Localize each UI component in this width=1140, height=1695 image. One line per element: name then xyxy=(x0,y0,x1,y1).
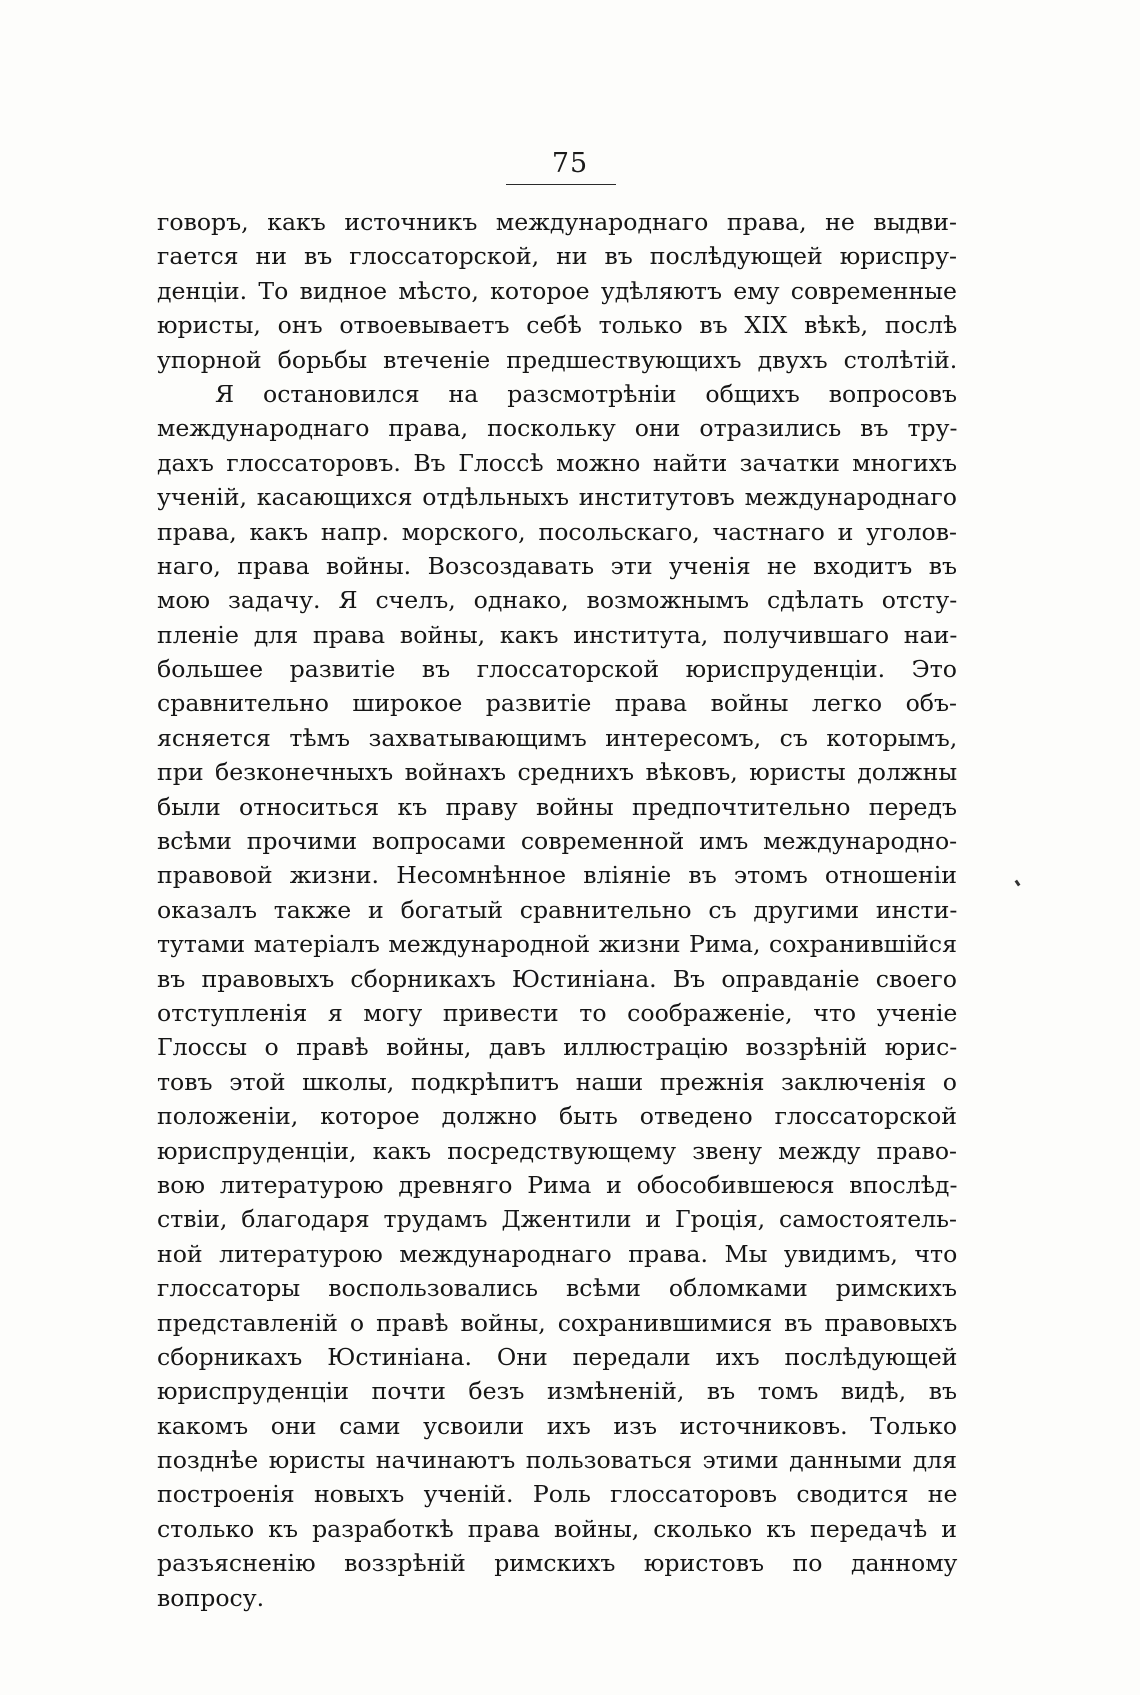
page-number: 75 xyxy=(551,148,589,179)
text-line: глоссаторы воспользовались всѣми обломками римскихъ xyxy=(157,1274,957,1303)
text-line: наго, права войны. Возсоздавать эти ученія не входитъ въ xyxy=(157,551,957,580)
text-line: дахъ глоссаторовъ. Въ Глоссѣ можно найти зачатки многихъ xyxy=(157,448,957,477)
text-line: вою литературою древняго Рима и обособившеюся впослѣд- xyxy=(157,1170,958,1199)
text-line: тутами матеріалъ международной жизни Рима, сохранившійся xyxy=(157,930,957,959)
margin-speck xyxy=(1015,880,1021,887)
text-line: говоръ, какъ источникъ международнаго права, не выдви- xyxy=(157,208,957,236)
text-line: денціи. То видное мѣсто, которое удѣляютъ ему современные xyxy=(157,276,957,305)
text-line: Глоссы о правѣ войны, давъ иллюстрацію воззрѣній юрис- xyxy=(157,1033,958,1062)
text-line: юристы, онъ отвоевываетъ себѣ только въ XIX вѣкѣ, послѣ xyxy=(157,311,958,340)
text-line: пленіе для права войны, какъ института, получившаго наи- xyxy=(157,620,958,649)
text-line: товъ этой школы, подкрѣпитъ наши прежнія заключенія о xyxy=(157,1067,957,1096)
text-line: международнаго права, поскольку они отразились въ тру- xyxy=(157,414,958,443)
text-line: ученій, касающихся отдѣльныхъ институтовъ международнаго xyxy=(157,483,957,512)
text-line: упорной борьбы втеченіе предшествующихъ двухъ столѣтій. xyxy=(157,345,958,374)
body-text xyxy=(157,205,957,1615)
text-line: въ правовыхъ сборникахъ Юстиніана. Въ оправданіе своего xyxy=(157,964,957,993)
text-line: правовой жизни. Несомнѣнное вліяніе въ этомъ отношеніи xyxy=(157,861,957,890)
text-line: отступленія я могу привести то соображеніе, что ученіе xyxy=(157,998,958,1027)
paragraph-last-line: вопросу. xyxy=(157,1583,265,1612)
text-line: столько къ разработкѣ права войны, сколько къ передачѣ и xyxy=(157,1514,957,1543)
text-line: ной литературою международнаго права. Мы увидимъ, что xyxy=(157,1239,958,1268)
text-line: права, какъ напр. морского, посольскаго, частнаго и уголов- xyxy=(157,517,958,546)
text-line: большее развитіе въ глоссаторской юриспруденціи. Это xyxy=(157,655,957,684)
text-line: были относиться къ праву войны предпочтительно передъ xyxy=(157,792,958,821)
text-line: ясняется тѣмъ захватывающимъ интересомъ, съ которымъ, xyxy=(157,723,958,752)
text-line: всѣми прочими вопросами современной имъ международно- xyxy=(157,827,958,856)
text-line: ствіи, благодаря трудамъ Джентили и Гроція, самостоятель- xyxy=(157,1205,957,1234)
text-line: положеніи, которое должно быть отведено глоссаторской xyxy=(157,1102,957,1131)
page-number-rule xyxy=(506,184,616,185)
text-line: юриспруденціи, какъ посредствующему звену между право- xyxy=(157,1136,957,1165)
text-line: при безконечныхъ войнахъ среднихъ вѣковъ, юристы должны xyxy=(157,758,958,787)
text-line: позднѣе юристы начинаютъ пользоваться этими данными для xyxy=(157,1446,957,1475)
text-line: построенія новыхъ ученій. Роль глоссаторовъ сводится не xyxy=(157,1480,958,1509)
text-line: оказалъ также и богатый сравнительно съ другими инсти- xyxy=(157,895,958,924)
text-line: юриспруденціи почти безъ измѣненій, въ томъ видѣ, въ xyxy=(157,1377,957,1406)
text-line: мою задачу. Я счелъ, однако, возможнымъ сдѣлать отсту- xyxy=(157,586,958,615)
text-line: сборникахъ Юстиніана. Они передали ихъ послѣдующей xyxy=(157,1342,958,1371)
text-line: сравнительно широкое развитіе права войны легко объ- xyxy=(157,689,957,718)
text-line: какомъ они сами усвоили ихъ изъ источниковъ. Только xyxy=(157,1411,958,1440)
paragraph-first-line: Я остановился на разсмотрѣніи общихъ вопросовъ xyxy=(215,379,957,408)
text-line: гается ни въ глоссаторской, ни въ послѣдующей юриспру- xyxy=(157,242,957,271)
text-line: разъясненію воззрѣній римскихъ юристовъ по данному xyxy=(157,1549,958,1578)
text-line: представленій о правѣ войны, сохранившимися въ правовыхъ xyxy=(157,1308,958,1337)
